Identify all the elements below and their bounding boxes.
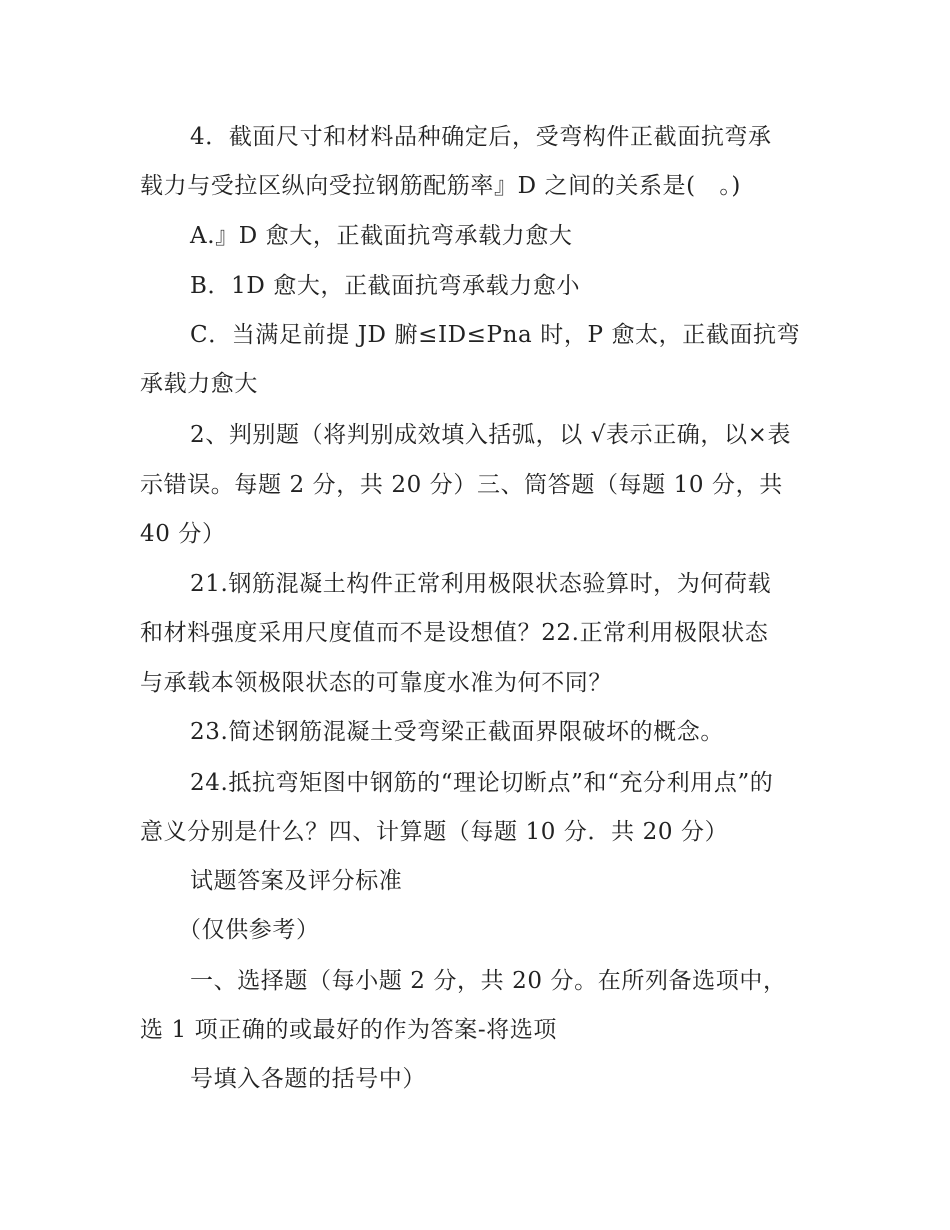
answer-subtitle: （仅供参考） xyxy=(178,917,320,943)
section-2-heading: 2、判别题（将判别成效填入括弧，以 √表示正确，以×表 xyxy=(190,422,792,448)
question-22-cont: 与承载本领极限状态的可靠度水准为何不同？ xyxy=(140,670,612,696)
answer-section-1: 一、选择题（每小题 2 分，共 20 分。在所列备选项中， xyxy=(190,968,787,994)
question-4-text-cont: 载力与受拉区纵向受拉钢筋配筋率』D 之间的关系是( 。) xyxy=(140,173,741,199)
section-2-heading-cont: 示错误。每题 2 分，共 20 分）三、筒答题（每题 10 分，共 xyxy=(140,472,783,498)
section-2-heading-cont2: 40 分） xyxy=(140,521,226,547)
question-23: 23.简述钢筋混凝土受弯梁正截面界限破坏的概念。 xyxy=(190,719,724,745)
question-24-cont: 意义分别是什么？四、计算题（每题 10 分．共 20 分） xyxy=(140,819,729,845)
question-24: 24.抵抗弯矩图中钢筋的“理论切断点”和“充分利用点”的 xyxy=(190,770,774,796)
question-21: 21.钢筋混凝土构件正常利用极限状态验算时，为何荷载 xyxy=(190,571,772,597)
option-a: A.』D 愈大，正截面抗弯承载力愈大 xyxy=(190,223,573,249)
question-4-text: 4．截面尺寸和材料品种确定后，受弯构件正截面抗弯承 xyxy=(190,124,772,150)
answer-title: 试题答案及评分标准 xyxy=(190,868,403,894)
question-21-cont: 和材料强度采用尺度值而不是设想值？22.正常利用极限状态 xyxy=(140,620,769,646)
option-c: C．当满足前提 JD 腑≤ID≤Pna 时，P 愈太，正截面抗弯 xyxy=(190,322,801,348)
answer-section-1-cont: 选 1 项正确的或最好的作为答案-将选项 xyxy=(140,1017,558,1043)
answer-section-1-cont2: 号填入各题的括号中） xyxy=(190,1066,426,1092)
option-b: B．1D 愈大，正截面抗弯承载力愈小 xyxy=(190,273,581,299)
option-c-cont: 承载力愈大 xyxy=(140,371,258,397)
